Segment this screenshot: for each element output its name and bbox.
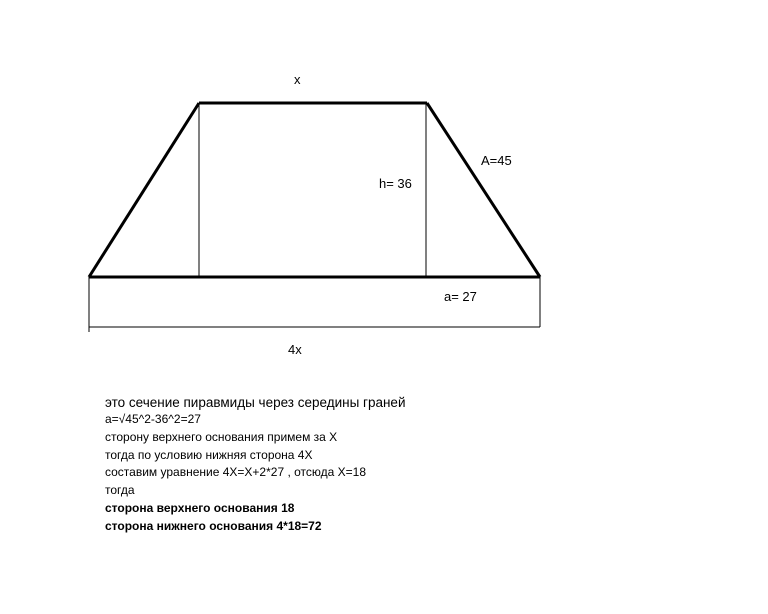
solution-line-condition: тогда по условию нижняя сторона 4X (105, 447, 313, 462)
solution-line-then: тогда (105, 483, 135, 498)
solution-line-answer-top: сторона верхнего основания 18 (105, 500, 295, 515)
left-lateral-side (89, 103, 199, 277)
lateral-side-label: A=45 (481, 153, 512, 168)
solution-line-equation: составим уравнение 4X=X+2*27 , отсюда X=18 (105, 465, 366, 480)
solution-line-answer-bottom: сторона нижнего основания 4*18=72 (105, 518, 322, 533)
right-lateral-side (427, 103, 540, 277)
top-base-label: x (294, 72, 301, 87)
segment-a-label: a= 27 (444, 289, 477, 304)
solution-text (105, 394, 625, 536)
solution-line-intro: это сечение пиравмиды через середины граней (105, 395, 406, 410)
solution-line-formula: a=√45^2-36^2=27 (105, 412, 201, 426)
bottom-base-label: 4x (288, 342, 302, 357)
height-label: h= 36 (379, 176, 412, 191)
solution-line-assume: сторону верхнего основания примем за X (105, 429, 338, 444)
